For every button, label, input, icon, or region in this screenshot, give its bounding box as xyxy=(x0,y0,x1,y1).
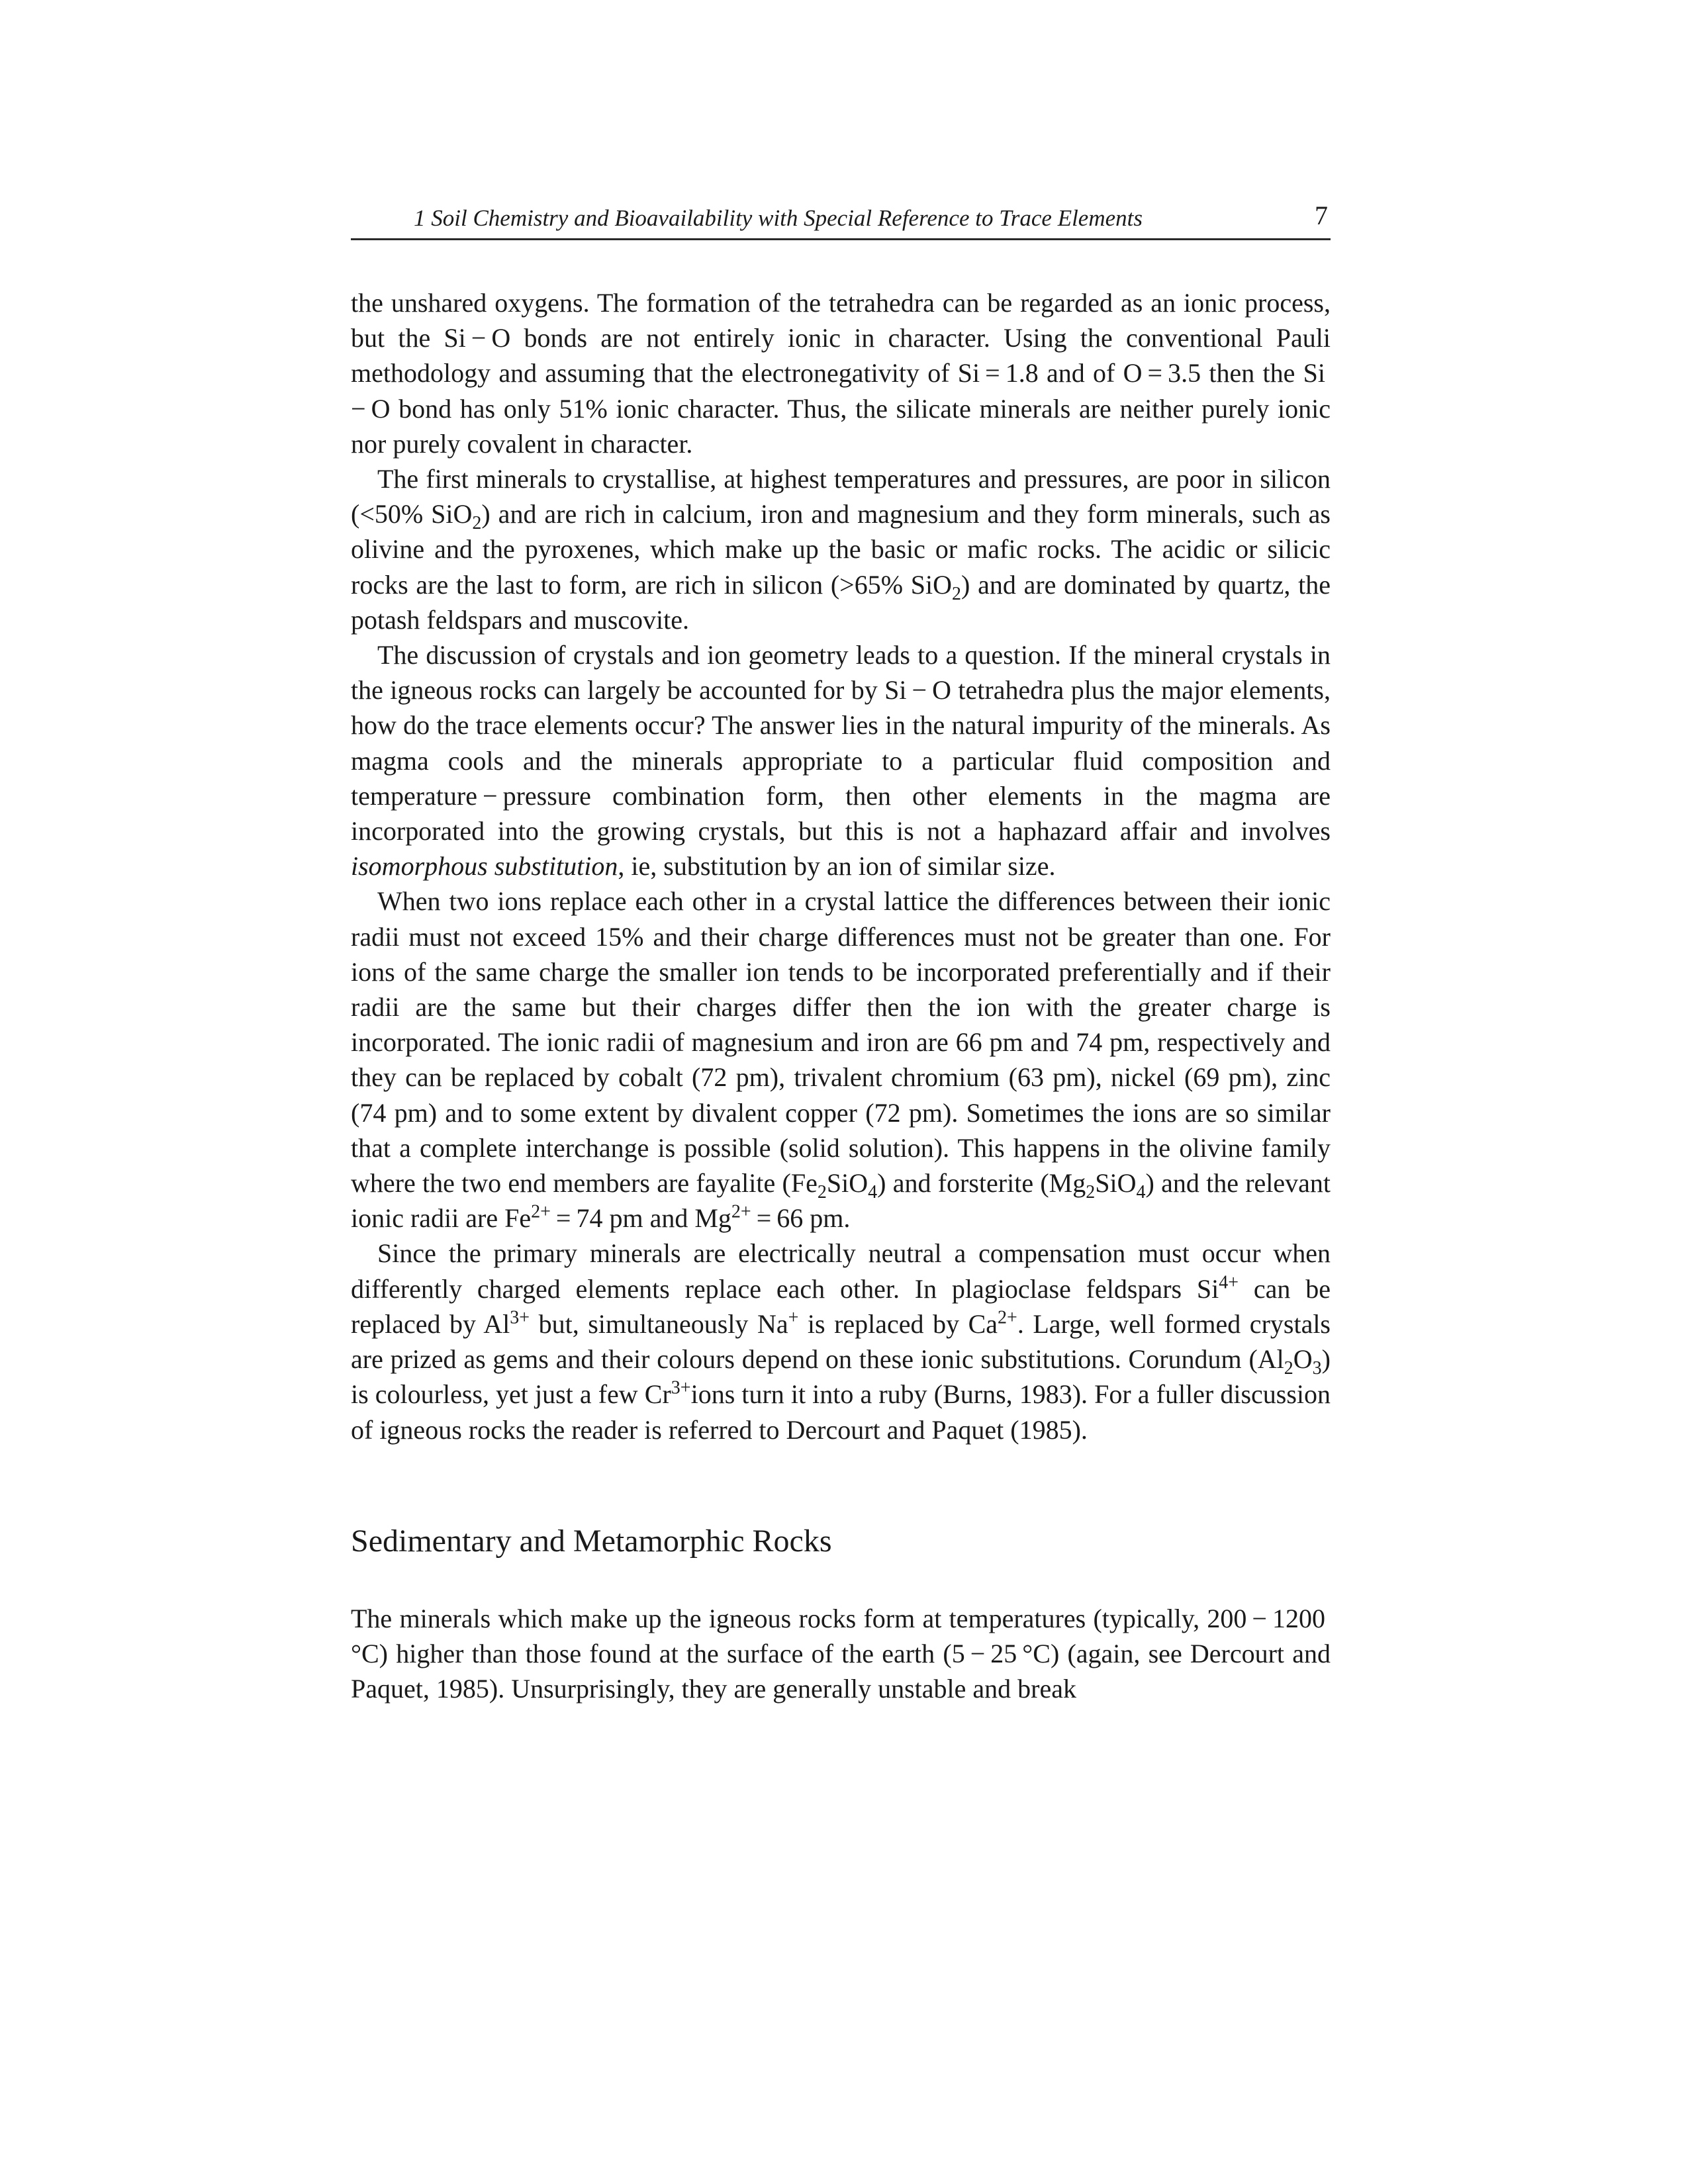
subscript: 4 xyxy=(868,1182,878,1203)
page-number: 7 xyxy=(1315,201,1328,230)
text-run: the unshared oxygens. The formation of the tetrahedra can be regarded as an ionic process, but the Si − O bonds are not entirely ionic in character. Using the conventional Pauli methodology and assuming that the electronegativity of Si = 1.8 and of O = 3.5 then the Si − O bond has only 51% ionic character. Thus, the silicate minerals are neither purely ionic nor purely covalent in character. xyxy=(351,288,1331,459)
text-run: but, simultaneously Na xyxy=(530,1308,788,1339)
text-run: . Large, well formed crystals are prized as gems and their colours depend on these ionic substitutions. Corundum (Al xyxy=(351,1308,1331,1375)
subscript: 2 xyxy=(1086,1182,1096,1203)
subscript: 4 xyxy=(1136,1182,1146,1203)
section-body xyxy=(351,1601,1331,1707)
superscript: + xyxy=(788,1307,799,1328)
text-run: ) and forsterite (Mg xyxy=(877,1168,1086,1199)
paragraph xyxy=(351,884,1331,1236)
text-run: can be replaced by Al xyxy=(351,1273,1331,1339)
text-run: ) and the relevant ionic radii are Fe xyxy=(351,1168,1331,1234)
paragraph xyxy=(351,285,1331,461)
text-run: The discussion of crystals and ion geometry leads to a question. If the mineral crystals in the igneous rocks can largely be accounted for by Si − O tetrahedra plus the major elements, how do the trace elements occur? The answer lies in the natural impurity of the minerals. As magma cools and the minerals appropriate to a particular fluid composition and temperature − pressure combination form, then other elements in the magma are incorporated into the growing crystals, but this is not a haphazard affair and involves xyxy=(351,640,1331,846)
section-heading: Sedimentary and Metamorphic Rocks xyxy=(351,1523,832,1559)
paragraph xyxy=(351,1236,1331,1447)
body-text xyxy=(351,285,1331,1706)
text-run: SiO xyxy=(1095,1168,1137,1199)
running-header xyxy=(351,199,1331,240)
text-run: ) is colourless, yet just a few Cr xyxy=(351,1344,1331,1410)
superscript: 2+ xyxy=(531,1201,551,1222)
text-run: ) and are dominated by quartz, the potash feldspars and muscovite. xyxy=(351,569,1331,635)
subscript: 3 xyxy=(1312,1358,1322,1379)
italic-term: isomorphous substitution xyxy=(351,851,618,882)
superscript: 2+ xyxy=(731,1201,751,1222)
running-head-title: 1 Soil Chemistry and Bioavailability with Special Reference to Trace Elements xyxy=(414,205,1143,231)
text-run: SiO xyxy=(826,1168,868,1199)
paragraph xyxy=(351,1601,1331,1707)
text-run: The minerals which make up the igneous rocks form at temperatures (typically, 200 − 1200 °C) higher than those found at the surface of the earth (5 − 25 °C) (again, see Dercourt and Paquet, 1985). Unsurprisingly, they are generally unstable and break xyxy=(351,1603,1331,1704)
subscript: 2 xyxy=(952,583,962,604)
text-run: = 74 pm and Mg xyxy=(550,1203,731,1234)
paragraph xyxy=(351,461,1331,637)
text-run: ) and are rich in calcium, iron and magnesium and they form minerals, such as olivine and the pyroxenes, which make up the basic or mafic rocks. The acidic or silicic rocks are the last to form, are rich in silicon (>65% SiO xyxy=(351,499,1331,600)
subscript: 2 xyxy=(1284,1358,1293,1379)
text-run: O xyxy=(1293,1344,1313,1375)
text-run: Since the primary minerals are electrically neutral a compensation must occur when differently charged elements replace each other. In plagioclase feldspars Si xyxy=(351,1238,1331,1304)
text-run: When two ions replace each other in a crystal lattice the differences between their ionic radii must not exceed 15% and their charge differences must not be greater than one. For ions of the same charge the smaller ion tends to be incorporated preferentially and if their radii are the same but their charges differ then the ion with the greater charge is incorporated. The ionic radii of magnesium and iron are 66 pm and 74 pm, respectively and they can be replaced by cobalt (72 pm), trivalent chromium (63 pm), nickel (69 pm), zinc (74 pm) and to some extent by divalent copper (72 pm). Sometimes the ions are so similar that a complete interchange is possible (solid solution). This happens in the olivine family where the two end members are fayalite (Fe xyxy=(351,886,1331,1199)
text-run: ions turn it into a ruby (Burns, 1983). For a fuller discussion of igneous rocks the reader is referred to Dercourt and Paquet (1985). xyxy=(351,1379,1331,1445)
text-run: The first minerals to crystallise, at highest temperatures and pressures, are poor in silicon (<50% SiO xyxy=(351,464,1331,529)
text-run: , ie, substitution by an ion of similar size. xyxy=(618,851,1056,882)
superscript: 3+ xyxy=(671,1377,691,1398)
superscript: 3+ xyxy=(510,1307,530,1328)
subscript: 2 xyxy=(472,513,482,534)
paragraph xyxy=(351,637,1331,884)
text-run: = 66 pm. xyxy=(751,1203,851,1234)
document-page xyxy=(351,199,1331,1706)
superscript: 2+ xyxy=(998,1307,1017,1328)
subscript: 2 xyxy=(817,1182,827,1203)
superscript: 4+ xyxy=(1219,1272,1239,1293)
text-run: is replaced by Ca xyxy=(798,1308,998,1339)
